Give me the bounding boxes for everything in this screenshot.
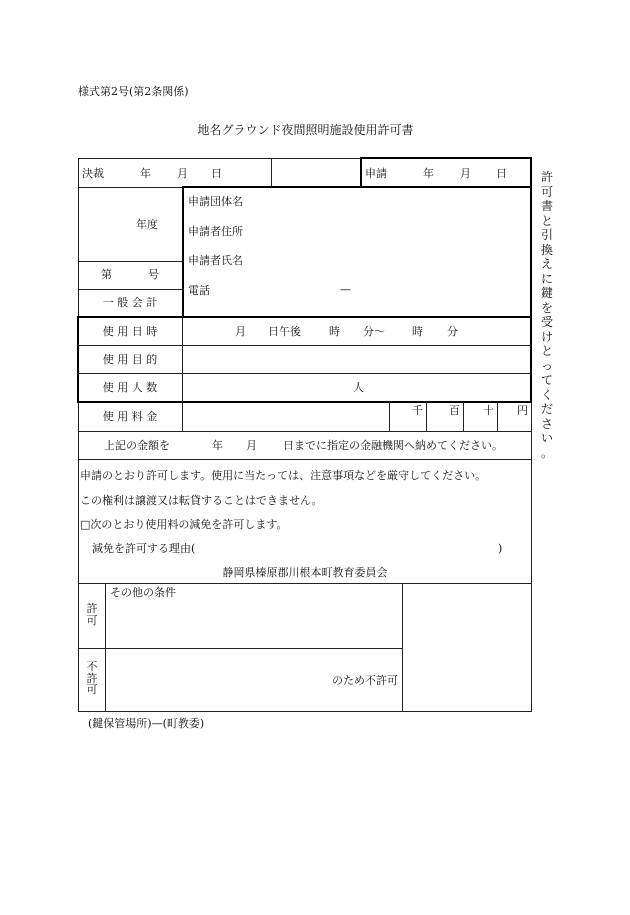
key-storage-footer: (鍵保管場所)—(町教委) <box>88 717 205 730</box>
nonpermit-label <box>86 661 98 696</box>
usage-people-label: 使 用 人 数 <box>102 381 158 394</box>
side-note <box>540 170 554 460</box>
fee-unit-hundred: 百 <box>449 404 460 417</box>
decision-month-label: 月 <box>177 167 188 180</box>
number-dai: 第 <box>101 268 112 281</box>
application-day-label: 日 <box>496 167 507 180</box>
usage-end-hour-label: 時 <box>412 325 423 338</box>
decision-day-label: 日 <box>211 167 222 180</box>
general-account-label: 一 般 会 計 <box>102 296 158 309</box>
usage-people-unit: 人 <box>353 381 364 394</box>
form-number: 様式第2号(第2条関係) <box>78 85 189 98</box>
side-note-char: 書 <box>540 199 553 213</box>
payment-year: 年 <box>212 439 223 452</box>
usage-start-hour-label: 時 <box>329 325 340 338</box>
nonpermit-reason: のため不許可 <box>332 674 398 687</box>
usage-purpose-label: 使 用 目 的 <box>102 353 158 366</box>
issuer-name: 静岡県榛原郡川根本町教育委員会 <box>222 566 388 579</box>
fee-unit-ten: 十 <box>483 404 494 417</box>
application-label: 申請 <box>365 167 387 180</box>
condition-line-1: 申請のとおり許可します。使用に当たっては、注意事項などを厳守してください。 <box>80 469 487 482</box>
side-note-char: 換 <box>540 242 553 257</box>
side-note-char: 受 <box>540 315 553 329</box>
side-note-char: 鍵 <box>540 286 553 300</box>
side-note-char: て <box>540 373 553 387</box>
side-note-char: え <box>540 257 553 271</box>
applicant-address-label: 申請者住所 <box>188 225 243 238</box>
side-note-char: を <box>540 300 553 315</box>
side-note-char: け <box>540 329 553 344</box>
side-note-char: っ <box>540 358 553 373</box>
decision-label: 決裁 <box>82 167 104 180</box>
payment-text-1: 上記の金額を <box>104 439 170 452</box>
nonpermit-char: 不 <box>86 660 98 673</box>
usage-end-minute-label: 分 <box>447 325 458 338</box>
side-note-char: 引 <box>540 228 553 242</box>
other-conditions-label: その他の条件 <box>110 586 176 599</box>
side-note-char: 。 <box>540 445 553 460</box>
side-note-char: く <box>540 387 553 402</box>
payment-month: 月 <box>246 439 257 452</box>
side-note-char: に <box>540 271 553 286</box>
nonpermit-char: 可 <box>86 683 98 697</box>
payment-text-2: 日までに指定の金融機関へ納めてください。 <box>283 439 503 452</box>
form-title: 地名グラウンド夜間照明施設使用許可書 <box>197 123 414 137</box>
condition-line-3: □次のとおり使用料の減免を許可します。 <box>80 518 288 531</box>
reduction-reason-close: ) <box>498 542 503 555</box>
fee-unit-thousand: 千 <box>412 404 423 417</box>
side-note-char: 許 <box>540 170 553 184</box>
usage-start-minute-label: 分〜 <box>363 325 385 338</box>
decision-year-label: 年 <box>140 167 151 180</box>
permit-char: 許 <box>86 602 98 615</box>
side-note-char: と <box>540 213 553 228</box>
usage-day-label: 日午後 <box>268 325 301 338</box>
side-note-char: い <box>540 431 553 445</box>
application-year-label: 年 <box>423 167 434 180</box>
usage-month-label: 月 <box>235 325 246 338</box>
application-month-label: 月 <box>460 167 471 180</box>
condition-line-2: この権利は譲渡又は転貸することはできません。 <box>80 494 323 507</box>
fiscal-year-label: 年度 <box>136 218 158 231</box>
side-note-char: 可 <box>540 184 553 199</box>
applicant-phone-label: 電話 <box>188 284 210 297</box>
reduction-reason-label: 減免を許可する理由( <box>92 542 196 555</box>
side-note-char: だ <box>540 402 553 416</box>
phone-dash: — <box>340 283 351 296</box>
applicant-org-label: 申請団体名 <box>188 195 243 208</box>
side-note-char: さ <box>540 416 553 431</box>
permit-char: 可 <box>86 613 98 627</box>
permit-label <box>86 603 98 626</box>
applicant-name-label: 申請者氏名 <box>188 254 243 267</box>
fee-unit-yen: 円 <box>517 404 528 417</box>
side-note-char: と <box>540 344 553 358</box>
usage-fee-label: 使 用 料 金 <box>102 410 158 423</box>
nonpermit-char: 許 <box>86 671 98 685</box>
number-go: 号 <box>148 268 159 281</box>
usage-datetime-label: 使 用 日 時 <box>102 325 158 338</box>
